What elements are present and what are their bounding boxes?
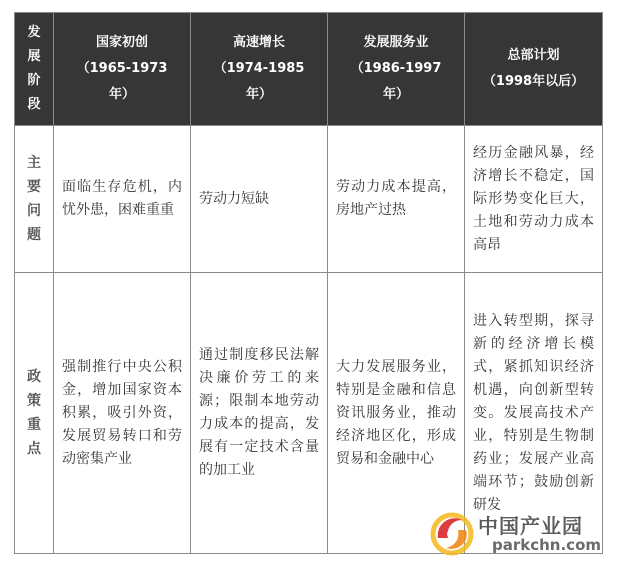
development-stages-table — [14, 12, 603, 554]
watermark-url: parkchn.com — [492, 536, 602, 554]
column-header-rapid-growth — [191, 13, 328, 126]
column-period: 年） — [108, 87, 135, 102]
column-period: （1974-1985 — [213, 61, 305, 76]
column-header-hq-plan — [465, 13, 603, 126]
table-header-row — [15, 13, 603, 126]
table-cell: 通过制度移民法解决廉价劳工的来源；限制本地劳动力成本的提高，发展有一定技术含量的加工业 — [191, 273, 328, 554]
table-row-main-problems — [15, 126, 603, 273]
row-header-main-problems: 主 要 问 题 — [15, 126, 54, 273]
column-header-founding — [54, 13, 191, 126]
site-watermark — [428, 506, 617, 562]
column-title: 总部计划 — [507, 48, 560, 63]
table-cell: 进入转型期，探寻新的经济增长模式，紧抓知识经济机遇，向创新型转变。发展高技术产业，特别是生物制药业；发展产业高端环节；鼓励创新研发 — [465, 273, 603, 554]
stage-header-cell: 发 展 阶 段 — [15, 13, 54, 126]
column-period: 年） — [382, 87, 409, 102]
table-cell: 经历金融风暴，经济增长不稳定，国际形势变化巨大，土地和劳动力成本高昂 — [465, 126, 603, 273]
table-cell: 大力发展服务业，特别是金融和信息资讯服务业，推动经济地区化，形成贸易和金融中心 — [328, 273, 465, 554]
column-period: 年） — [245, 87, 272, 102]
chinese-industrial-park-logo-icon — [428, 508, 476, 556]
watermark-site-name: 中国产业园 — [478, 514, 583, 538]
table-cell: 劳动力短缺 — [191, 126, 328, 273]
column-period: （1986-1997 — [350, 61, 442, 76]
table-cell: 强制推行中央公积金，增加国家资本积累，吸引外资，发展贸易转口和劳动密集产业 — [54, 273, 191, 554]
column-title: 国家初创 — [95, 35, 148, 50]
column-period: （1998年以后） — [482, 74, 585, 89]
column-period: （1965-1973 — [76, 61, 168, 76]
column-header-services — [328, 13, 465, 126]
table-cell: 劳动力成本提高，房地产过热 — [328, 126, 465, 273]
column-title: 高速增长 — [232, 35, 285, 50]
column-title: 发展服务业 — [363, 35, 429, 50]
row-header-policy-focus: 政 策 重 点 — [15, 273, 54, 554]
table-cell: 面临生存危机，内忧外患，困难重重 — [54, 126, 191, 273]
